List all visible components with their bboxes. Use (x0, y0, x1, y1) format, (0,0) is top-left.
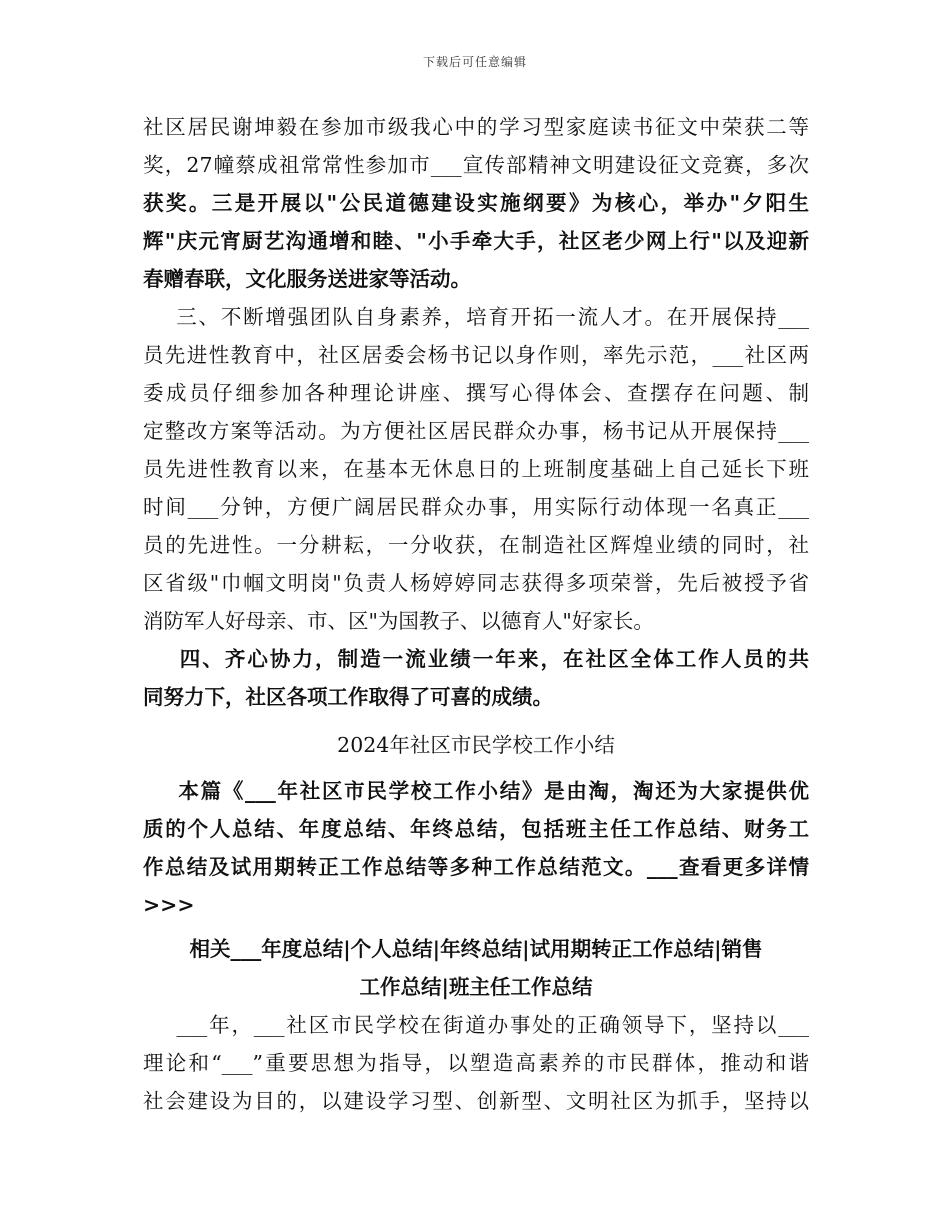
text-line: 消防军人好母亲、市、区"为国教子、以德育人"好家长。 (143, 609, 654, 633)
more-details-link[interactable]: >>> (143, 893, 195, 917)
text-line: 委成员仔细参加各种理论讲座、撰写心得体会、查摆存在问题、制 (143, 381, 809, 405)
text-line: 理论和“___”重要思想为指导，以塑造高素养的市民群体，推动和谐 (143, 1051, 809, 1075)
text-line: 获奖。三是开展以"公民道德建设实施纲要》为核心，举办"夕阳生 (143, 191, 809, 215)
intro-paragraph (143, 772, 809, 924)
text-line: 定整改方案等活动。为方便社区居民群众办事，杨书记从开展保持___ (143, 419, 809, 443)
text-line: 同努力下，社区各项工作取得了可喜的成绩。 (143, 685, 553, 709)
text-line: 三、不断增强团队自身素养，培育开拓一流人才。在开展保持___ (143, 305, 809, 329)
text-line: 社区居民谢坤毅在参加市级我心中的学习型家庭读书征文中荣获二等 (143, 115, 809, 139)
related-links (143, 930, 809, 1006)
section-title: 2024年社区市民学校工作小结 (337, 733, 615, 757)
paragraph-body (143, 1006, 809, 1120)
document-body (143, 108, 809, 1120)
text-line: 作总结及试用期转正工作总结等多种工作总结范文。___查看更多详情 (143, 855, 809, 879)
paragraph-1 (143, 108, 809, 298)
text-line: 员先进性教育以来，在基本无休息日的上班制度基础上自己延长下班 (143, 457, 809, 481)
text-line: 奖，27幢蔡成祖常常性参加市___宣传部精神文明建设征文竞赛，多次 (143, 153, 809, 177)
text-line: 社会建设为目的，以建设学习型、创新型、文明社区为抓手，坚持以 (143, 1089, 809, 1113)
text-line: 员先进性教育中，社区居委会杨书记以身作则，率先示范，___社区两 (143, 343, 809, 367)
text-line: 质的个人总结、年度总结、年终总结，包括班主任工作总结、财务工 (143, 817, 809, 841)
text-line: 员的先进性。一分耕耘，一分收获，在制造社区辉煌业绩的同时，社 (143, 533, 809, 557)
text-line: ___年，___社区市民学校在街道办事处的正确领导下，坚持以___ (143, 1013, 809, 1037)
paragraph-2 (143, 298, 809, 640)
related-line-1[interactable]: 相关___年度总结|个人总结|年终总结|试用期转正工作总结|销售 (189, 937, 763, 961)
text-line: 辉"庆元宵厨艺沟通增和睦、"小手牵大手，社区老少网上行"以及迎新 (143, 229, 809, 253)
text-line: 本篇《___年社区市民学校工作小结》是由淘，淘还为大家提供优 (143, 779, 809, 803)
text-line: 区省级"巾帼文明岗"负责人杨婷婷同志获得多项荣誉，先后被授予省 (143, 571, 809, 595)
text-line: 四、齐心协力，制造一流业绩一年来，在社区全体工作人员的共 (143, 647, 809, 671)
paragraph-3 (143, 640, 809, 716)
related-line-2[interactable]: 工作总结|班主任工作总结 (359, 975, 593, 999)
text-line: 时间___分钟，方便广阔居民群众办事，用实际行动体现一名真正___ (143, 495, 809, 519)
page-header: 下载后可任意编辑 (422, 55, 527, 69)
text-line: 春赠春联，文化服务送进家等活动。 (143, 267, 471, 291)
